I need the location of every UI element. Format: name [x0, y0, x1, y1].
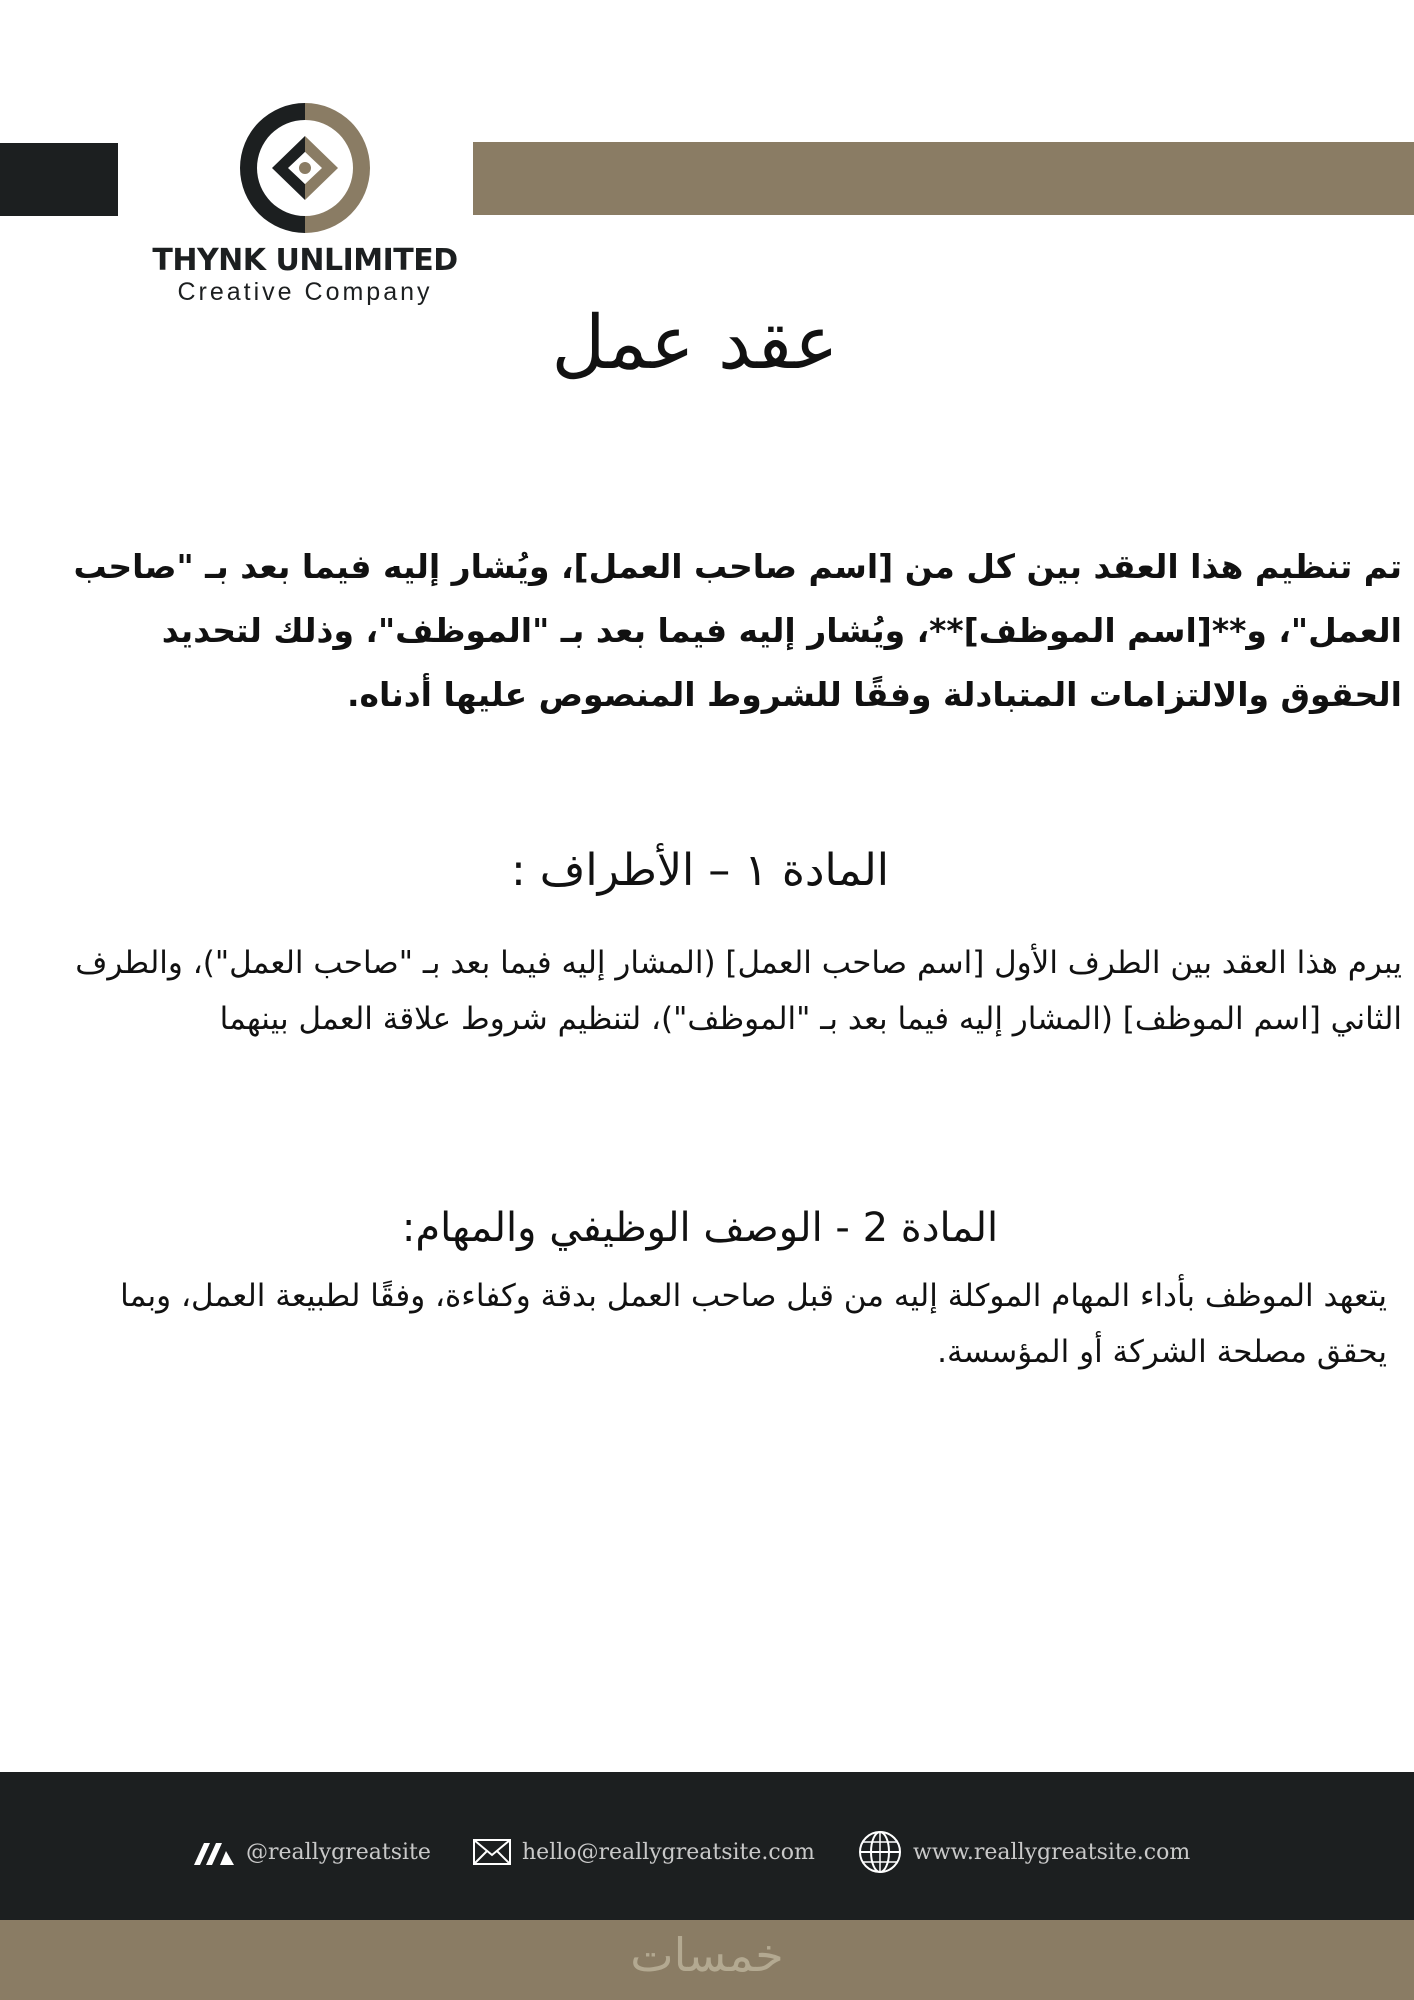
header-bar-right [473, 142, 1414, 215]
social-icon [192, 1837, 236, 1867]
article-2-text: يتعهد الموظف بأداء المهام الموكلة إليه من قبل صاحب العمل بدقة وكفاءة، وفقًا لطبيعة العمل، وبما يحقق مصلحة الشركة أو المؤسسة. [120, 1278, 1387, 1370]
thynk-logo-icon [230, 98, 380, 238]
footer-email[interactable] [472, 1832, 815, 1872]
intro-paragraph: تم تنظيم هذا العقد بين كل من [اسم صاحب العمل]، ويُشار إليه فيما بعد بـ "صاحب العمل"، و**[اسم الموظف]**، ويُشار إليه فيما بعد بـ "الموظف"، وذلك لتحديد الحقوق والالتزامات المتبادلة وفقًا للشروط المنصوص عليها أدناه. [73, 547, 1402, 714]
article-1-title: المادة ١ – الأطراف : [511, 845, 889, 896]
header-bar-left [0, 143, 118, 216]
footer-website[interactable] [857, 1832, 1190, 1872]
brand-name: THYNK UNLIMITED [152, 243, 458, 278]
watermark: خمسات [630, 1928, 784, 1982]
footer-social[interactable] [192, 1832, 431, 1872]
article-1-text: يبرم هذا العقد بين الطرف الأول [اسم صاحب العمل] (المشار إليه فيما بعد بـ "صاحب العمل")، والطرف الثاني [اسم الموظف] (المشار إليه فيما بعد بـ "الموظف")، لتنظيم شروط علاقة العمل بينهما [75, 945, 1402, 1037]
globe-icon [857, 1829, 903, 1875]
footer [0, 1772, 1414, 1920]
website-url: www.reallygreatsite.com [913, 1839, 1191, 1865]
article-2-title: المادة 2 - الوصف الوظيفي والمهام: [401, 1205, 999, 1251]
document-title: عقد عمل [551, 300, 839, 386]
brand-tagline: Creative Company [177, 278, 433, 306]
email-address: hello@reallygreatsite.com [522, 1839, 815, 1865]
mail-icon [472, 1837, 512, 1867]
social-handle: @reallygreatsite [246, 1839, 431, 1865]
bottom-strip [0, 1920, 1414, 2000]
company-logo [140, 98, 470, 338]
